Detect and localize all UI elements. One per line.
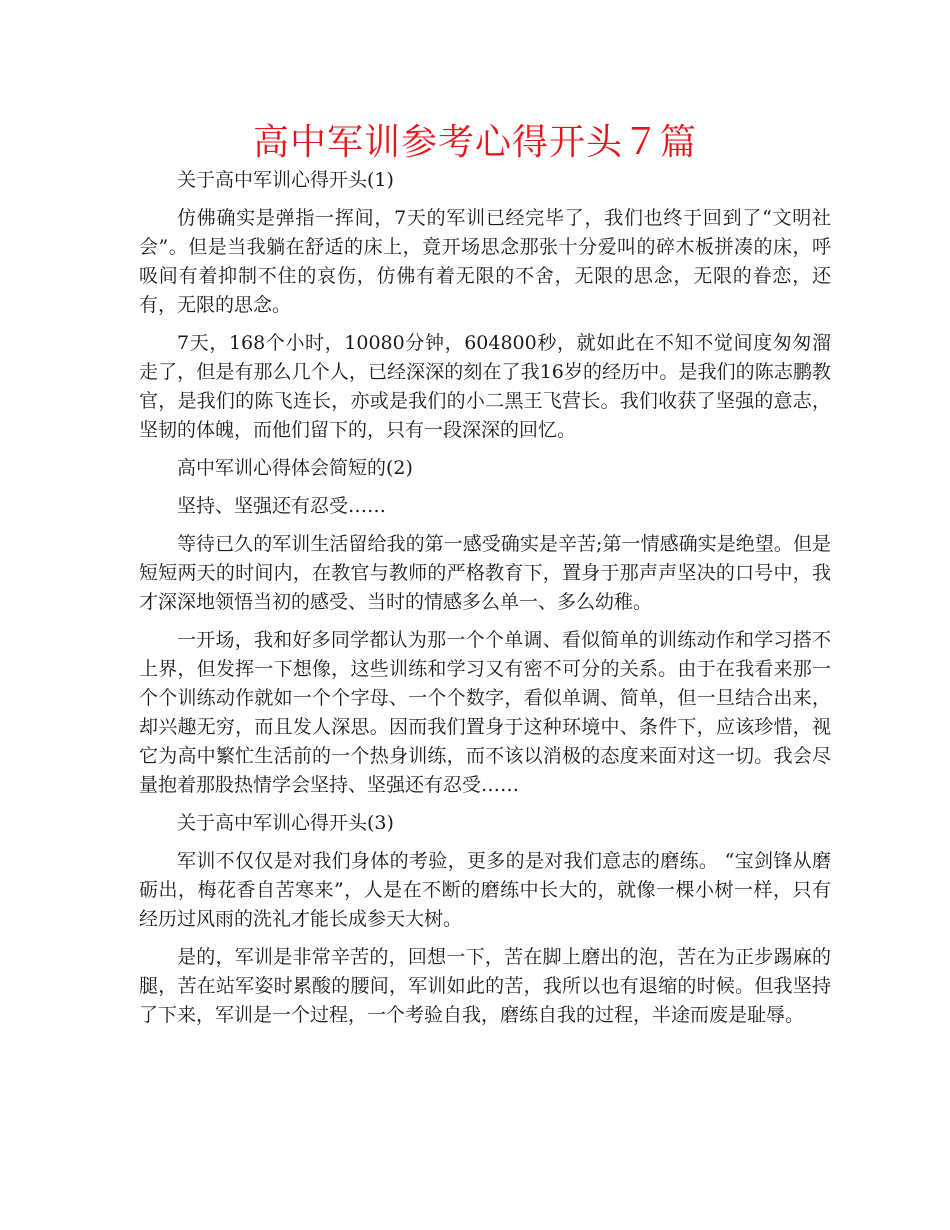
document-title: 高中军训参考心得开头７篇: [252, 122, 697, 163]
section-subheading: 坚持、坚强还有忍受……: [177, 495, 387, 517]
paragraph: 等待已久的军训生活留给我的第一感受确实是辛苦;第一情感确实是绝望。但是短短两天的时间内，在教官与教师的严格教育下，置身于那声声坚决的口号中，我才深深地领悟当初的感受、当时的情感多么单一、多么幼稚。: [139, 533, 831, 613]
section-heading-2: 高中军训心得体会简短的(2): [177, 457, 413, 479]
paragraph: 一开场，我和好多同学都认为那一个个单调、看似简单的训练动作和学习搭不上界，但发挥一下想像，这些训练和学习又有密不可分的关系。由于在我看来那一个个训练动作就如一个个字母、一个个数字，看似单调、简单，但一旦结合出来，却兴趣无穷，而且发人深思。因而我们置身于这种环境中、条件下，应该珍惜，视它为高中繁忙生活前的一个热身训练，而不该以消极的态度来面对这一切。我会尽量抱着那股热情学会坚持、坚强还有忍受……: [139, 629, 831, 796]
paragraph: 军训不仅仅是对我们身体的考验，更多的是对我们意志的磨练。 “宝剑锋从磨砺出，梅花香自苦寒来”，人是在不断的磨练中长大的，就像一棵小树一样，只有经历过风雨的洗礼才能长成参天大树。: [139, 850, 831, 930]
paragraph: 7天，168个小时，10080分钟，604800秒，就如此在不知不觉间度匆匆溜走了，但是有那么几个人，已经深深的刻在了我16岁的经历中。是我们的陈志鹏教官，是我们的陈飞连长，亦或是我们的小二黑王飞营长。我们收获了坚强的意志，坚韧的体魄，而他们留下的，只有一段深深的回忆。: [139, 332, 831, 441]
paragraph: 仿佛确实是弹指一挥间，7天的军训已经完毕了，我们也终于回到了“文明社会”。但是当我躺在舒适的床上，竟开场思念那张十分爱叫的碎木板拼凑的床，呼吸间有着抑制不住的哀伤，仿佛有着无限的不舍，无限的思念，无限的眷恋，还有，无限的思念。: [139, 207, 831, 316]
document-body: [139, 166, 831, 1039]
section-heading-1: 关于高中军训心得开头(1): [177, 169, 394, 191]
paragraph: 是的，军训是非常辛苦的，回想一下，苦在脚上磨出的泡，苦在为正步踢麻的腿，苦在站军姿时累酸的腰间，军训如此的苦，我所以也有退缩的时候。但我坚持了下来，军训是一个过程，一个考验自我，磨练自我的过程，半途而废是耻辱。: [139, 946, 831, 1026]
section-heading-3: 关于高中军训心得开头(3): [177, 812, 394, 834]
